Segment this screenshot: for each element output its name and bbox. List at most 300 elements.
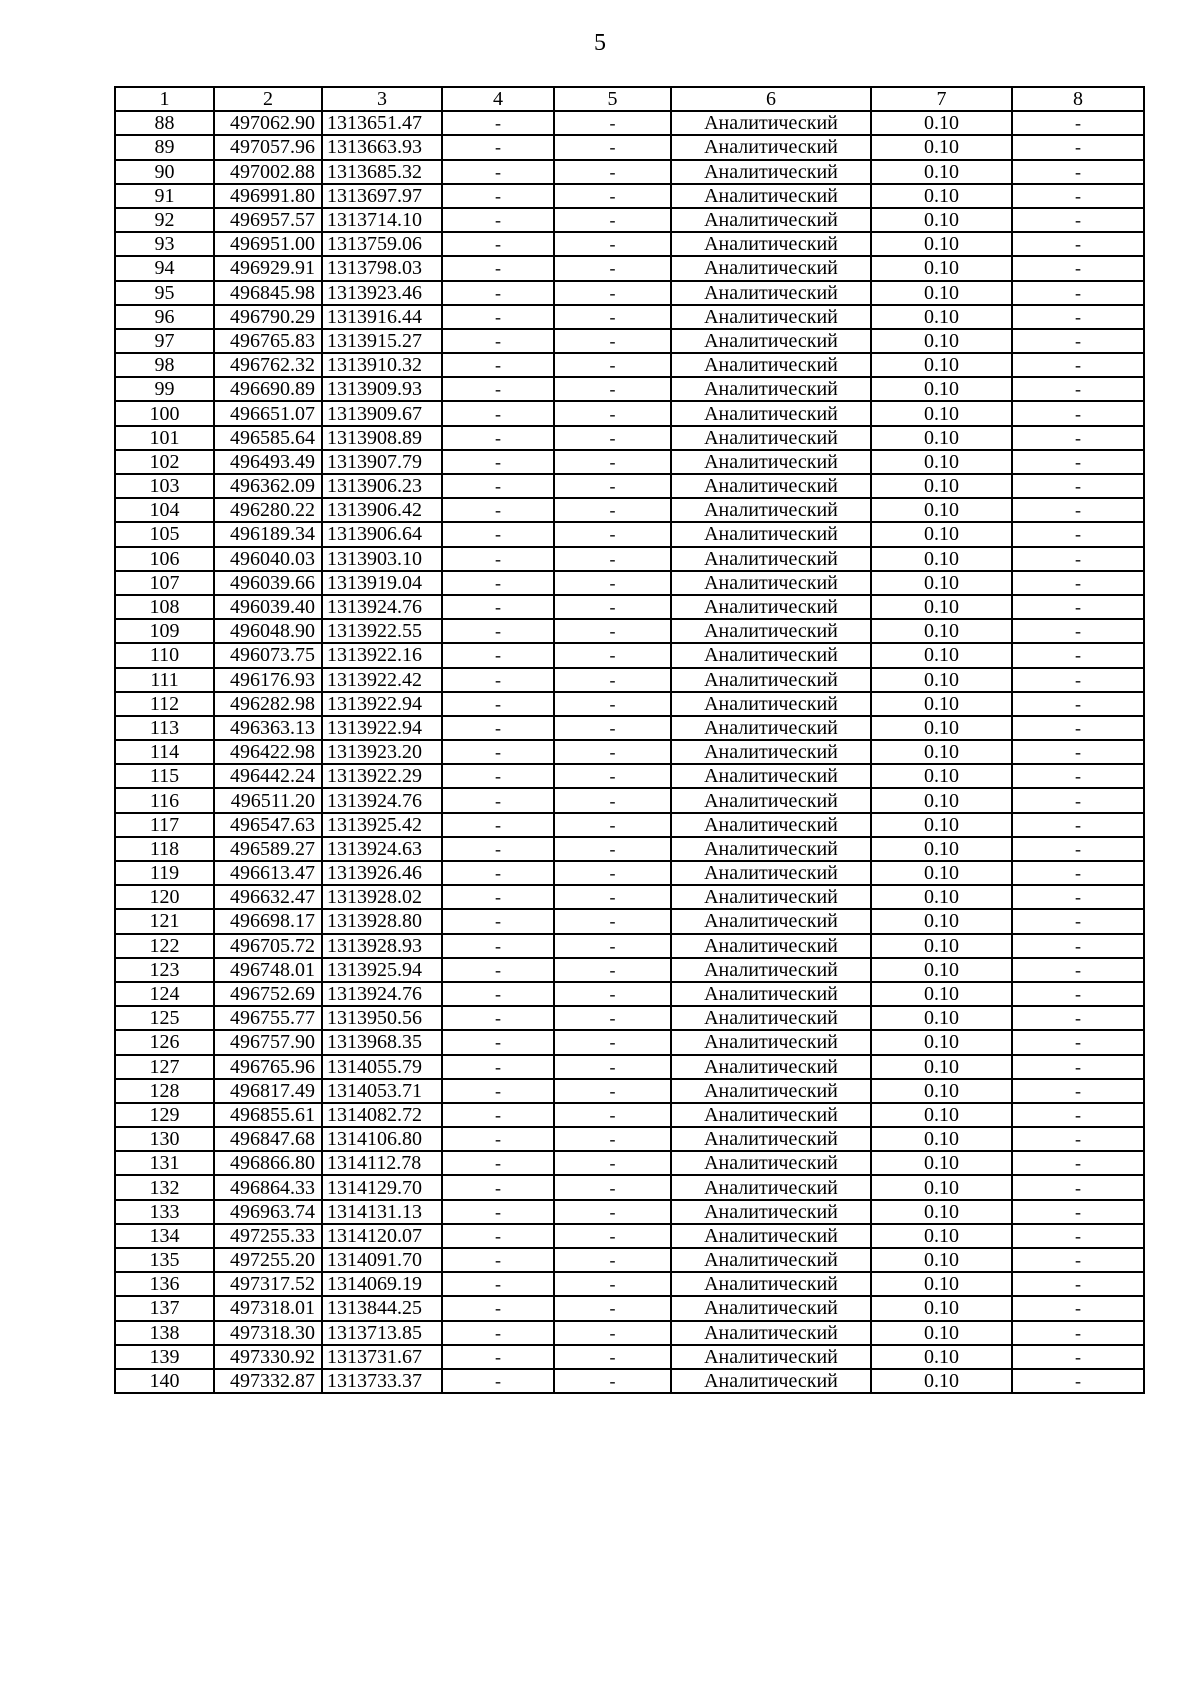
column-4-cell: - xyxy=(442,885,554,909)
column-5-cell: - xyxy=(554,668,671,692)
x-coordinate-cell: 497255.20 xyxy=(214,1248,322,1272)
column-4-cell: - xyxy=(442,958,554,982)
column-5-cell: - xyxy=(554,813,671,837)
x-coordinate-cell: 496951.00 xyxy=(214,232,322,256)
y-coordinate-cell: 1314131.13 xyxy=(322,1200,442,1224)
x-coordinate-cell: 496929.91 xyxy=(214,256,322,280)
column-8-cell: - xyxy=(1012,643,1144,667)
point-number-cell: 106 xyxy=(115,547,214,571)
column-5-cell: - xyxy=(554,135,671,159)
y-coordinate-cell: 1314112.78 xyxy=(322,1151,442,1175)
x-coordinate-cell: 496855.61 xyxy=(214,1103,322,1127)
y-coordinate-cell: 1313844.25 xyxy=(322,1296,442,1320)
table-row xyxy=(115,1079,1144,1103)
x-coordinate-cell: 496705.72 xyxy=(214,934,322,958)
column-8-cell: - xyxy=(1012,1248,1144,1272)
point-number-cell: 129 xyxy=(115,1103,214,1127)
y-coordinate-cell: 1313685.32 xyxy=(322,160,442,184)
y-coordinate-cell: 1313924.76 xyxy=(322,788,442,812)
accuracy-cell: 0.10 xyxy=(871,1345,1012,1369)
column-4-cell: - xyxy=(442,498,554,522)
y-coordinate-cell: 1313714.10 xyxy=(322,208,442,232)
accuracy-cell: 0.10 xyxy=(871,1030,1012,1054)
column-5-cell: - xyxy=(554,571,671,595)
point-number-cell: 105 xyxy=(115,522,214,546)
x-coordinate-cell: 496039.66 xyxy=(214,571,322,595)
x-coordinate-cell: 496282.98 xyxy=(214,692,322,716)
method-cell: Аналитический xyxy=(671,184,871,208)
column-4-cell: - xyxy=(442,788,554,812)
accuracy-cell: 0.10 xyxy=(871,764,1012,788)
method-cell: Аналитический xyxy=(671,1272,871,1296)
point-number-cell: 88 xyxy=(115,111,214,135)
column-8-cell: - xyxy=(1012,232,1144,256)
column-4-cell: - xyxy=(442,1248,554,1272)
column-4-cell: - xyxy=(442,837,554,861)
method-cell: Аналитический xyxy=(671,861,871,885)
accuracy-cell: 0.10 xyxy=(871,1103,1012,1127)
method-cell: Аналитический xyxy=(671,1200,871,1224)
x-coordinate-cell: 496817.49 xyxy=(214,1079,322,1103)
column-8-cell: - xyxy=(1012,861,1144,885)
x-coordinate-cell: 496632.47 xyxy=(214,885,322,909)
point-number-cell: 112 xyxy=(115,692,214,716)
column-8-cell: - xyxy=(1012,353,1144,377)
y-coordinate-cell: 1313919.04 xyxy=(322,571,442,595)
accuracy-cell: 0.10 xyxy=(871,111,1012,135)
point-number-cell: 98 xyxy=(115,353,214,377)
y-coordinate-cell: 1313922.94 xyxy=(322,716,442,740)
x-coordinate-cell: 496651.07 xyxy=(214,401,322,425)
column-header: 4 xyxy=(442,87,554,111)
accuracy-cell: 0.10 xyxy=(871,788,1012,812)
column-5-cell: - xyxy=(554,1151,671,1175)
table-row xyxy=(115,377,1144,401)
column-5-cell: - xyxy=(554,982,671,1006)
accuracy-cell: 0.10 xyxy=(871,401,1012,425)
column-8-cell: - xyxy=(1012,837,1144,861)
method-cell: Аналитический xyxy=(671,643,871,667)
point-number-cell: 92 xyxy=(115,208,214,232)
accuracy-cell: 0.10 xyxy=(871,353,1012,377)
point-number-cell: 127 xyxy=(115,1055,214,1079)
column-4-cell: - xyxy=(442,716,554,740)
column-5-cell: - xyxy=(554,861,671,885)
table-row xyxy=(115,1030,1144,1054)
accuracy-cell: 0.10 xyxy=(871,958,1012,982)
y-coordinate-cell: 1313908.89 xyxy=(322,426,442,450)
column-8-cell: - xyxy=(1012,401,1144,425)
x-coordinate-cell: 496585.64 xyxy=(214,426,322,450)
column-8-cell: - xyxy=(1012,716,1144,740)
method-cell: Аналитический xyxy=(671,1006,871,1030)
accuracy-cell: 0.10 xyxy=(871,595,1012,619)
column-4-cell: - xyxy=(442,668,554,692)
accuracy-cell: 0.10 xyxy=(871,184,1012,208)
point-number-cell: 107 xyxy=(115,571,214,595)
y-coordinate-cell: 1313906.42 xyxy=(322,498,442,522)
table-row xyxy=(115,305,1144,329)
method-cell: Аналитический xyxy=(671,1079,871,1103)
x-coordinate-cell: 496765.83 xyxy=(214,329,322,353)
column-4-cell: - xyxy=(442,522,554,546)
point-number-cell: 135 xyxy=(115,1248,214,1272)
column-5-cell: - xyxy=(554,474,671,498)
method-cell: Аналитический xyxy=(671,232,871,256)
table-row xyxy=(115,329,1144,353)
table-row xyxy=(115,934,1144,958)
column-4-cell: - xyxy=(442,1296,554,1320)
y-coordinate-cell: 1313926.46 xyxy=(322,861,442,885)
method-cell: Аналитический xyxy=(671,426,871,450)
y-coordinate-cell: 1313907.79 xyxy=(322,450,442,474)
table-row xyxy=(115,1321,1144,1345)
point-number-cell: 134 xyxy=(115,1224,214,1248)
column-8-cell: - xyxy=(1012,160,1144,184)
point-number-cell: 126 xyxy=(115,1030,214,1054)
accuracy-cell: 0.10 xyxy=(871,281,1012,305)
column-4-cell: - xyxy=(442,1369,554,1393)
method-cell: Аналитический xyxy=(671,281,871,305)
method-cell: Аналитический xyxy=(671,1030,871,1054)
x-coordinate-cell: 496752.69 xyxy=(214,982,322,1006)
method-cell: Аналитический xyxy=(671,788,871,812)
table-row xyxy=(115,1272,1144,1296)
column-8-cell: - xyxy=(1012,595,1144,619)
x-coordinate-cell: 496280.22 xyxy=(214,498,322,522)
method-cell: Аналитический xyxy=(671,353,871,377)
column-4-cell: - xyxy=(442,1321,554,1345)
point-number-cell: 123 xyxy=(115,958,214,982)
x-coordinate-cell: 496176.93 xyxy=(214,668,322,692)
column-8-cell: - xyxy=(1012,1272,1144,1296)
point-number-cell: 140 xyxy=(115,1369,214,1393)
column-header: 1 xyxy=(115,87,214,111)
y-coordinate-cell: 1313922.16 xyxy=(322,643,442,667)
method-cell: Аналитический xyxy=(671,668,871,692)
table-row xyxy=(115,547,1144,571)
accuracy-cell: 0.10 xyxy=(871,619,1012,643)
table-row xyxy=(115,281,1144,305)
column-4-cell: - xyxy=(442,208,554,232)
page-number: 5 xyxy=(594,30,606,56)
column-8-cell: - xyxy=(1012,764,1144,788)
accuracy-cell: 0.10 xyxy=(871,885,1012,909)
method-cell: Аналитический xyxy=(671,619,871,643)
column-8-cell: - xyxy=(1012,256,1144,280)
x-coordinate-cell: 497330.92 xyxy=(214,1345,322,1369)
column-8-cell: - xyxy=(1012,788,1144,812)
table-row xyxy=(115,909,1144,933)
column-8-cell: - xyxy=(1012,982,1144,1006)
method-cell: Аналитический xyxy=(671,135,871,159)
table-row xyxy=(115,1345,1144,1369)
y-coordinate-cell: 1313968.35 xyxy=(322,1030,442,1054)
accuracy-cell: 0.10 xyxy=(871,1055,1012,1079)
column-8-cell: - xyxy=(1012,450,1144,474)
point-number-cell: 117 xyxy=(115,813,214,837)
column-4-cell: - xyxy=(442,1224,554,1248)
method-cell: Аналитический xyxy=(671,595,871,619)
column-5-cell: - xyxy=(554,184,671,208)
accuracy-cell: 0.10 xyxy=(871,160,1012,184)
column-8-cell: - xyxy=(1012,547,1144,571)
point-number-cell: 122 xyxy=(115,934,214,958)
accuracy-cell: 0.10 xyxy=(871,1296,1012,1320)
accuracy-cell: 0.10 xyxy=(871,208,1012,232)
x-coordinate-cell: 496963.74 xyxy=(214,1200,322,1224)
table-row xyxy=(115,184,1144,208)
column-4-cell: - xyxy=(442,377,554,401)
accuracy-cell: 0.10 xyxy=(871,740,1012,764)
accuracy-cell: 0.10 xyxy=(871,1079,1012,1103)
column-8-cell: - xyxy=(1012,1006,1144,1030)
y-coordinate-cell: 1313924.76 xyxy=(322,982,442,1006)
column-5-cell: - xyxy=(554,1103,671,1127)
point-number-cell: 108 xyxy=(115,595,214,619)
column-header: 8 xyxy=(1012,87,1144,111)
x-coordinate-cell: 496690.89 xyxy=(214,377,322,401)
x-coordinate-cell: 497057.96 xyxy=(214,135,322,159)
x-coordinate-cell: 496847.68 xyxy=(214,1127,322,1151)
accuracy-cell: 0.10 xyxy=(871,256,1012,280)
column-5-cell: - xyxy=(554,1079,671,1103)
table-row xyxy=(115,1006,1144,1030)
column-8-cell: - xyxy=(1012,281,1144,305)
column-8-cell: - xyxy=(1012,498,1144,522)
column-4-cell: - xyxy=(442,1030,554,1054)
column-5-cell: - xyxy=(554,281,671,305)
table-row xyxy=(115,740,1144,764)
x-coordinate-cell: 496048.90 xyxy=(214,619,322,643)
column-header: 5 xyxy=(554,87,671,111)
table-row xyxy=(115,522,1144,546)
column-4-cell: - xyxy=(442,1345,554,1369)
y-coordinate-cell: 1313922.29 xyxy=(322,764,442,788)
column-4-cell: - xyxy=(442,281,554,305)
column-4-cell: - xyxy=(442,256,554,280)
y-coordinate-cell: 1313733.37 xyxy=(322,1369,442,1393)
method-cell: Аналитический xyxy=(671,498,871,522)
point-number-cell: 114 xyxy=(115,740,214,764)
table-row xyxy=(115,474,1144,498)
table-row xyxy=(115,958,1144,982)
column-4-cell: - xyxy=(442,329,554,353)
y-coordinate-cell: 1313663.93 xyxy=(322,135,442,159)
method-cell: Аналитический xyxy=(671,1224,871,1248)
point-number-cell: 97 xyxy=(115,329,214,353)
table-row xyxy=(115,1103,1144,1127)
x-coordinate-cell: 496845.98 xyxy=(214,281,322,305)
point-number-cell: 94 xyxy=(115,256,214,280)
column-8-cell: - xyxy=(1012,692,1144,716)
method-cell: Аналитический xyxy=(671,909,871,933)
method-cell: Аналитический xyxy=(671,305,871,329)
column-4-cell: - xyxy=(442,1127,554,1151)
column-8-cell: - xyxy=(1012,305,1144,329)
table-row xyxy=(115,571,1144,595)
column-5-cell: - xyxy=(554,450,671,474)
point-number-cell: 90 xyxy=(115,160,214,184)
point-number-cell: 132 xyxy=(115,1175,214,1199)
column-header: 3 xyxy=(322,87,442,111)
table-row xyxy=(115,450,1144,474)
y-coordinate-cell: 1314106.80 xyxy=(322,1127,442,1151)
column-8-cell: - xyxy=(1012,740,1144,764)
table-row xyxy=(115,837,1144,861)
column-8-cell: - xyxy=(1012,474,1144,498)
table-row xyxy=(115,595,1144,619)
accuracy-cell: 0.10 xyxy=(871,1248,1012,1272)
x-coordinate-cell: 496755.77 xyxy=(214,1006,322,1030)
column-8-cell: - xyxy=(1012,1127,1144,1151)
method-cell: Аналитический xyxy=(671,1296,871,1320)
point-number-cell: 110 xyxy=(115,643,214,667)
accuracy-cell: 0.10 xyxy=(871,934,1012,958)
y-coordinate-cell: 1313713.85 xyxy=(322,1321,442,1345)
column-8-cell: - xyxy=(1012,329,1144,353)
column-8-cell: - xyxy=(1012,1369,1144,1393)
y-coordinate-cell: 1313759.06 xyxy=(322,232,442,256)
column-5-cell: - xyxy=(554,1175,671,1199)
point-number-cell: 109 xyxy=(115,619,214,643)
column-5-cell: - xyxy=(554,885,671,909)
column-8-cell: - xyxy=(1012,111,1144,135)
column-5-cell: - xyxy=(554,1296,671,1320)
point-number-cell: 118 xyxy=(115,837,214,861)
y-coordinate-cell: 1313909.67 xyxy=(322,401,442,425)
column-8-cell: - xyxy=(1012,208,1144,232)
column-4-cell: - xyxy=(442,1175,554,1199)
table-row xyxy=(115,982,1144,1006)
accuracy-cell: 0.10 xyxy=(871,1321,1012,1345)
point-number-cell: 139 xyxy=(115,1345,214,1369)
method-cell: Аналитический xyxy=(671,764,871,788)
point-number-cell: 120 xyxy=(115,885,214,909)
x-coordinate-cell: 496422.98 xyxy=(214,740,322,764)
column-5-cell: - xyxy=(554,208,671,232)
table-row xyxy=(115,1055,1144,1079)
x-coordinate-cell: 496547.63 xyxy=(214,813,322,837)
column-4-cell: - xyxy=(442,184,554,208)
y-coordinate-cell: 1314069.19 xyxy=(322,1272,442,1296)
table-row xyxy=(115,256,1144,280)
method-cell: Аналитический xyxy=(671,208,871,232)
accuracy-cell: 0.10 xyxy=(871,329,1012,353)
column-5-cell: - xyxy=(554,1321,671,1345)
y-coordinate-cell: 1313950.56 xyxy=(322,1006,442,1030)
y-coordinate-cell: 1313925.42 xyxy=(322,813,442,837)
point-number-cell: 103 xyxy=(115,474,214,498)
accuracy-cell: 0.10 xyxy=(871,643,1012,667)
accuracy-cell: 0.10 xyxy=(871,547,1012,571)
column-8-cell: - xyxy=(1012,1321,1144,1345)
accuracy-cell: 0.10 xyxy=(871,474,1012,498)
table-row xyxy=(115,813,1144,837)
column-5-cell: - xyxy=(554,1006,671,1030)
column-4-cell: - xyxy=(442,1103,554,1127)
x-coordinate-cell: 497318.30 xyxy=(214,1321,322,1345)
point-number-cell: 137 xyxy=(115,1296,214,1320)
column-header: 7 xyxy=(871,87,1012,111)
column-5-cell: - xyxy=(554,716,671,740)
column-4-cell: - xyxy=(442,353,554,377)
point-number-cell: 133 xyxy=(115,1200,214,1224)
column-4-cell: - xyxy=(442,740,554,764)
column-4-cell: - xyxy=(442,450,554,474)
column-8-cell: - xyxy=(1012,1103,1144,1127)
column-4-cell: - xyxy=(442,982,554,1006)
point-number-cell: 125 xyxy=(115,1006,214,1030)
table-row xyxy=(115,619,1144,643)
method-cell: Аналитический xyxy=(671,1345,871,1369)
column-5-cell: - xyxy=(554,498,671,522)
accuracy-cell: 0.10 xyxy=(871,909,1012,933)
y-coordinate-cell: 1313731.67 xyxy=(322,1345,442,1369)
method-cell: Аналитический xyxy=(671,982,871,1006)
x-coordinate-cell: 497332.87 xyxy=(214,1369,322,1393)
table-row xyxy=(115,401,1144,425)
y-coordinate-cell: 1313923.46 xyxy=(322,281,442,305)
column-8-cell: - xyxy=(1012,1200,1144,1224)
column-5-cell: - xyxy=(554,764,671,788)
column-5-cell: - xyxy=(554,595,671,619)
y-coordinate-cell: 1314055.79 xyxy=(322,1055,442,1079)
column-5-cell: - xyxy=(554,377,671,401)
accuracy-cell: 0.10 xyxy=(871,426,1012,450)
table-row xyxy=(115,1296,1144,1320)
x-coordinate-cell: 496493.49 xyxy=(214,450,322,474)
table-row xyxy=(115,1175,1144,1199)
y-coordinate-cell: 1314129.70 xyxy=(322,1175,442,1199)
column-8-cell: - xyxy=(1012,571,1144,595)
method-cell: Аналитический xyxy=(671,716,871,740)
x-coordinate-cell: 496589.27 xyxy=(214,837,322,861)
column-8-cell: - xyxy=(1012,522,1144,546)
x-coordinate-cell: 497002.88 xyxy=(214,160,322,184)
x-coordinate-cell: 496613.47 xyxy=(214,861,322,885)
column-5-cell: - xyxy=(554,740,671,764)
y-coordinate-cell: 1313798.03 xyxy=(322,256,442,280)
table-row xyxy=(115,111,1144,135)
column-4-cell: - xyxy=(442,1079,554,1103)
column-8-cell: - xyxy=(1012,1079,1144,1103)
column-4-cell: - xyxy=(442,135,554,159)
column-4-cell: - xyxy=(442,1055,554,1079)
column-5-cell: - xyxy=(554,401,671,425)
method-cell: Аналитический xyxy=(671,377,871,401)
y-coordinate-cell: 1313906.64 xyxy=(322,522,442,546)
y-coordinate-cell: 1313909.93 xyxy=(322,377,442,401)
x-coordinate-cell: 496040.03 xyxy=(214,547,322,571)
method-cell: Аналитический xyxy=(671,401,871,425)
y-coordinate-cell: 1313924.63 xyxy=(322,837,442,861)
method-cell: Аналитический xyxy=(671,934,871,958)
y-coordinate-cell: 1313928.80 xyxy=(322,909,442,933)
table-row xyxy=(115,208,1144,232)
table-row xyxy=(115,135,1144,159)
accuracy-cell: 0.10 xyxy=(871,305,1012,329)
accuracy-cell: 0.10 xyxy=(871,1127,1012,1151)
table-row xyxy=(115,1127,1144,1151)
table-row xyxy=(115,885,1144,909)
column-4-cell: - xyxy=(442,619,554,643)
y-coordinate-cell: 1313697.97 xyxy=(322,184,442,208)
accuracy-cell: 0.10 xyxy=(871,692,1012,716)
column-8-cell: - xyxy=(1012,1345,1144,1369)
column-5-cell: - xyxy=(554,1030,671,1054)
x-coordinate-cell: 496039.40 xyxy=(214,595,322,619)
